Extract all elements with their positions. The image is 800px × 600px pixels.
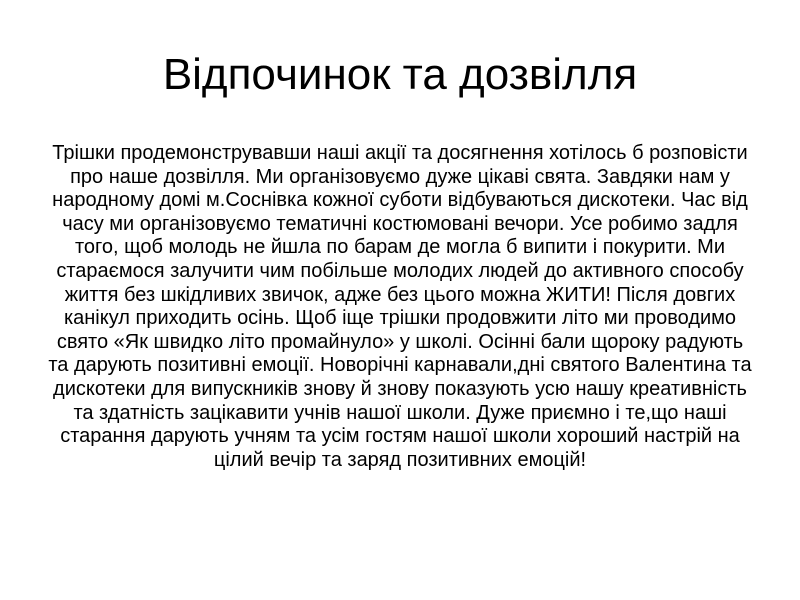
slide-title: Відпочинок та дозвілля: [162, 50, 638, 99]
slide-body-text: Трішки продемонструвавши наші акції та досягнення хотілось б розповісти про наше дозвілля. Ми організовуємо дуже цікаві свята. Завдяки нам у народному домі м.Соснівка кожної суботи відбуваються дискотеки. Час від часу ми організовуємо тематичні костюмовані вечори. Усе робимо задля того, щоб молодь не йшла по барам де могла б випити і покурити. Ми стараємося залучити чим побільше молодих людей до активного способу життя без шкідливих звичок, адже без цього можна ЖИТИ! Після довгих канікул приходить осінь. Щоб іще трішки продовжити літо ми проводимо свято «Як швидко літо промайнуло» у школі. Осінні бали щороку радують та дарують позитивні емоції. Новорічні карнавали,дні святого Валентина та дискотеки для випускників знову й знову показують усю нашу креативність та здатність зацікавити учнів нашої школи. Дуже приємно і те,що наші старання дарують учням та усім гостям нашої школи хороший настрій на цілий вечір та заряд позитивних емоцій!: [48, 142, 752, 471]
